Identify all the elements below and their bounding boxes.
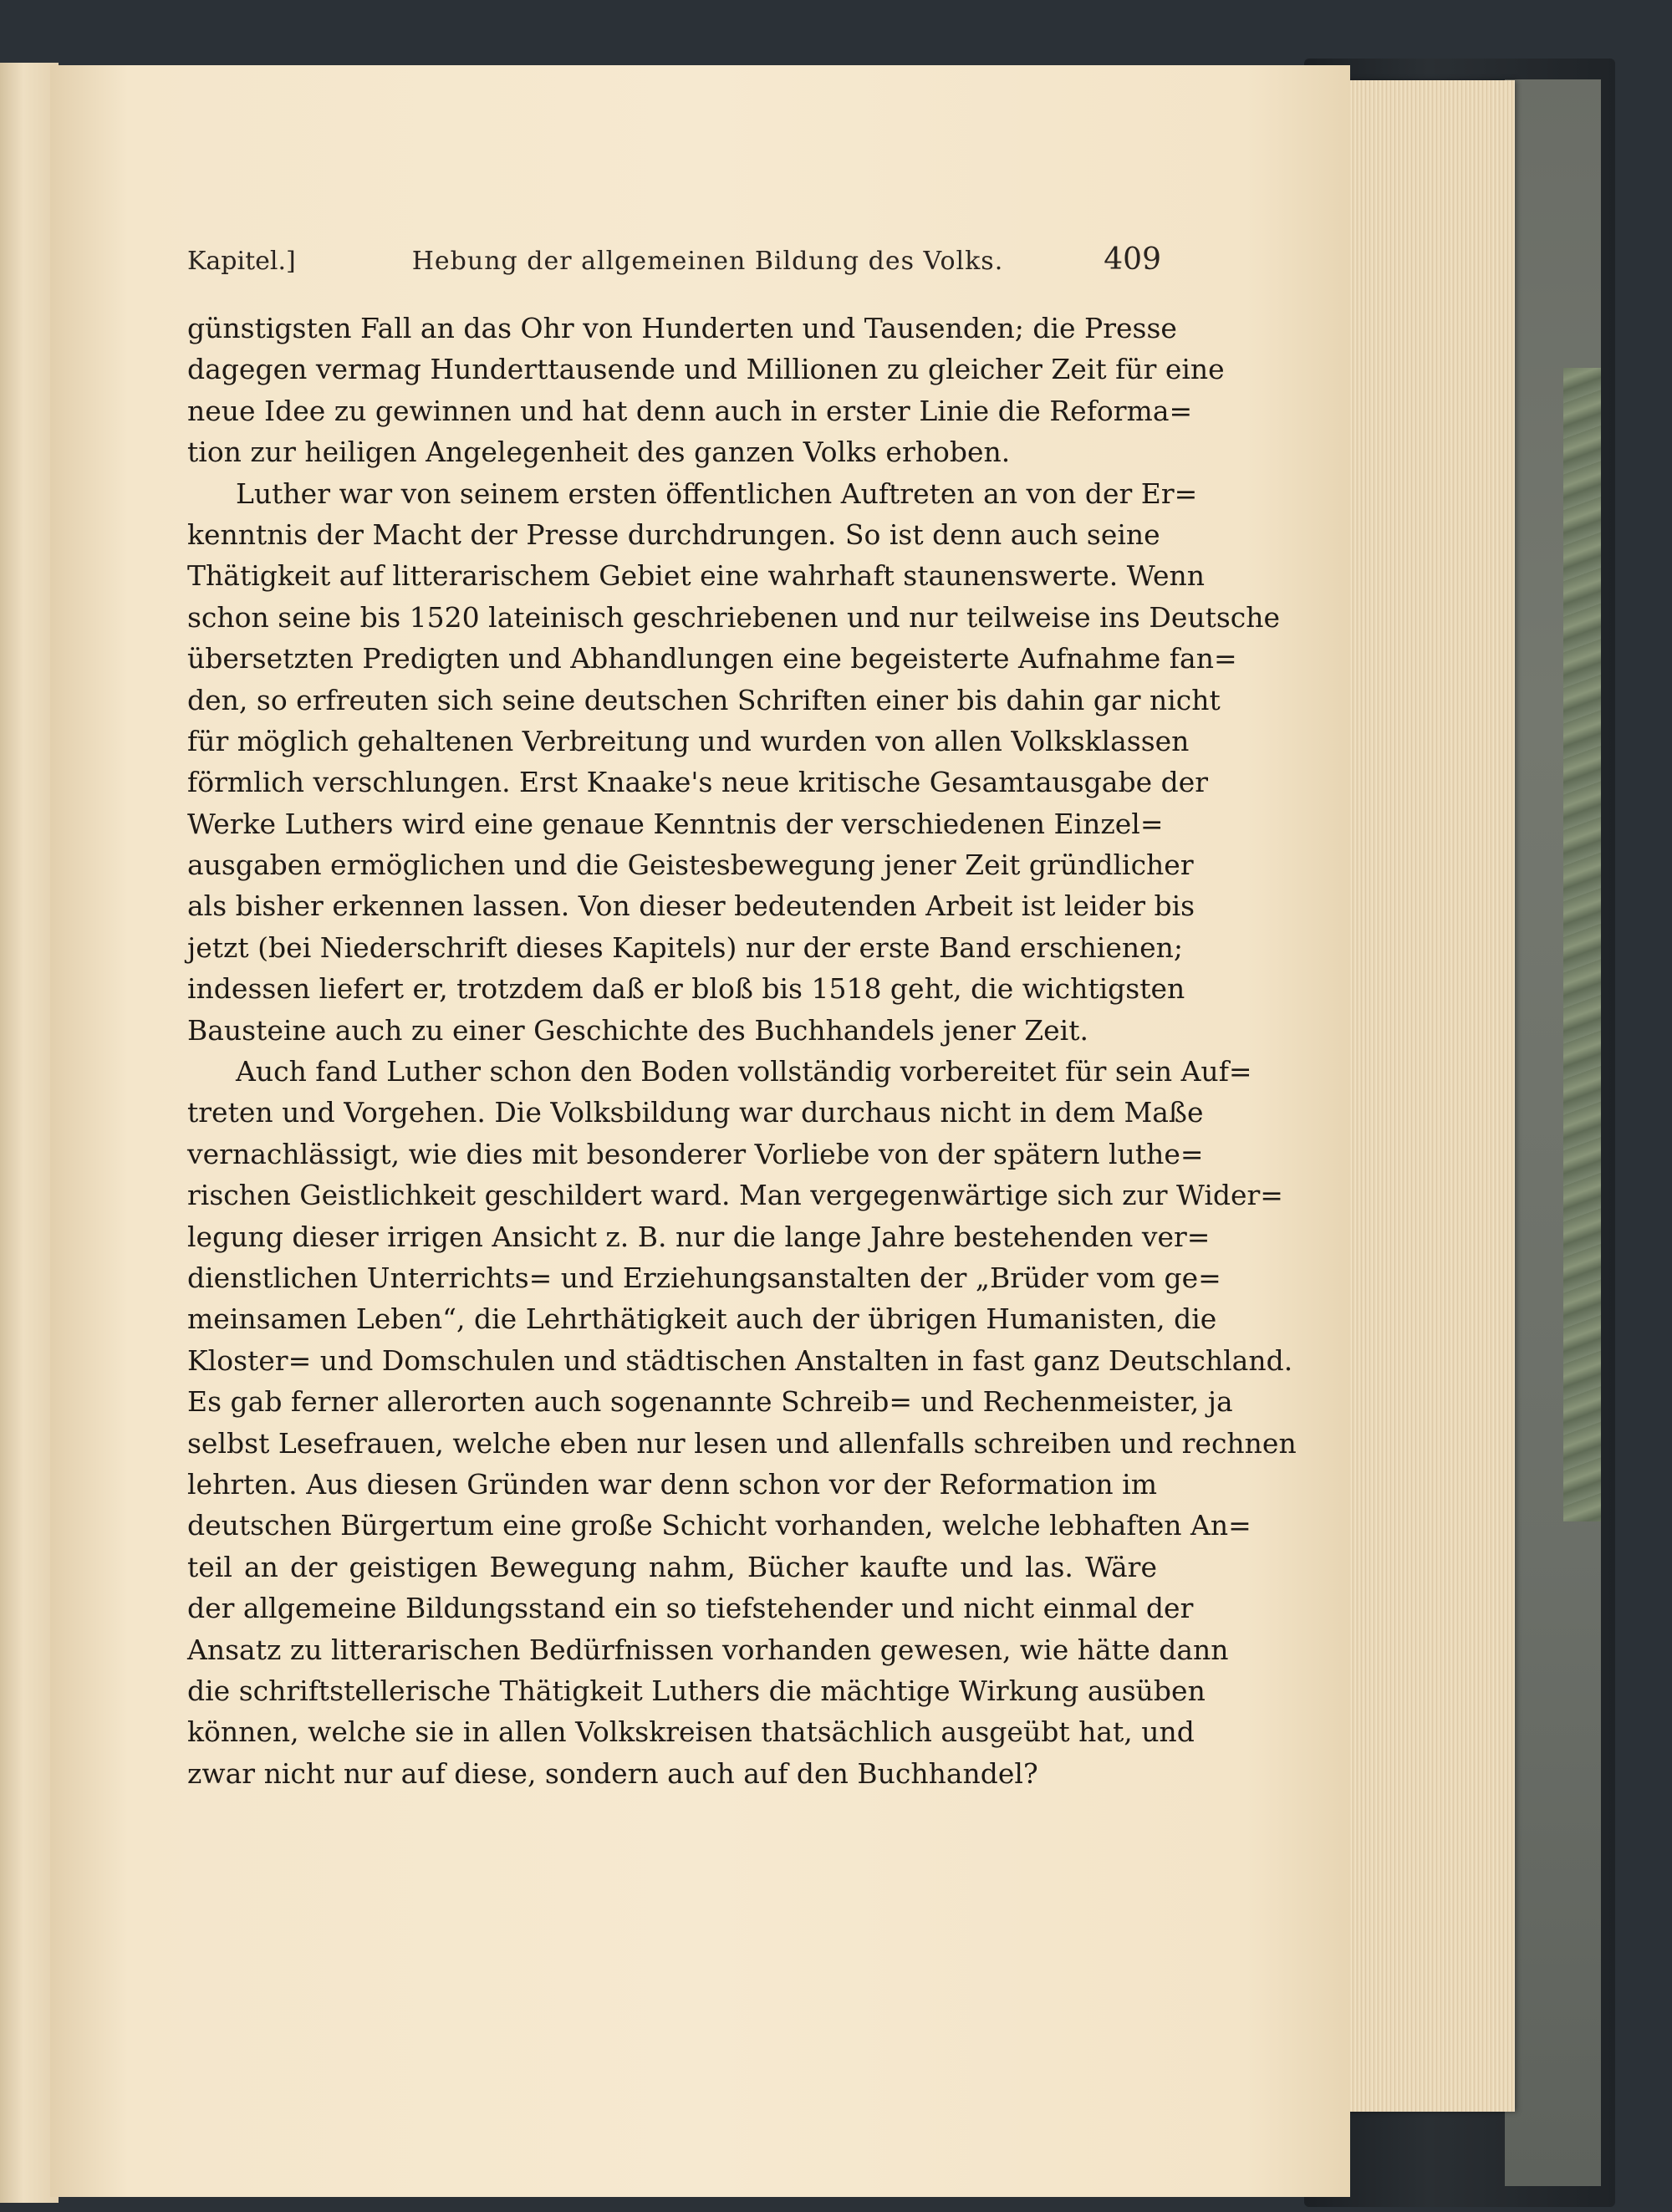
text-line: günstigsten Fall an das Ohr von Hunderten und Tausenden; die Presse bbox=[187, 312, 1177, 344]
text-line: können, welche sie in allen Volkskreisen thatsächlich ausgeübt hat, und bbox=[187, 1715, 1195, 1749]
text-line: dienstlichen Unterrichts= und Erziehungsanstalten der „Brüder vom ge= bbox=[187, 1261, 1221, 1294]
text-line: die schriftstellerische Thätigkeit Luthers die mächtige Wirkung ausüben bbox=[187, 1674, 1206, 1707]
text-line: vernachlässigt, wie dies mit besonderer Vorliebe von der spätern luthe= bbox=[187, 1137, 1204, 1170]
text-line: Auch fand Luther schon den Boden vollständig vorbereitet für sein Auf= bbox=[236, 1055, 1252, 1088]
text-line: Kloster= und Domschulen und städtischen Anstalten in fast ganz Deutschland. bbox=[187, 1343, 1293, 1377]
text-line: für möglich gehaltenen Verbreitung und wurden von allen Volksklassen bbox=[187, 724, 1190, 757]
body-text bbox=[187, 308, 1297, 1794]
text-line: selbst Lesefrauen, welche eben nur lesen und allenfalls schreiben und rechnen bbox=[187, 1426, 1297, 1460]
text-line: schon seine bis 1520 lateinisch geschriebenen und nur teilweise ins Deutsche bbox=[187, 600, 1281, 634]
text-line: jetzt (bei Niederschrift dieses Kapitels) nur der erste Band erschienen; bbox=[187, 930, 1184, 964]
text-line: neue Idee zu gewinnen und hat denn auch in erster Linie die Reforma= bbox=[187, 394, 1193, 427]
text-line: deutschen Bürgertum eine große Schicht vorhanden, welche lebhaften An= bbox=[187, 1509, 1251, 1542]
text-line: rischen Geistlichkeit geschildert ward. Man vergegenwärtige sich zur Wider= bbox=[187, 1179, 1283, 1212]
text-line: der allgemeine Bildungsstand ein so tiefstehender und nicht einmal der bbox=[187, 1592, 1194, 1625]
text-line: legung dieser irrigen Ansicht z. B. nur die lange Jahre bestehenden ver= bbox=[187, 1220, 1211, 1253]
running-head-title: Hebung der allgemeinen Bildung des Volks. bbox=[411, 247, 1004, 276]
text-line: treten und Vorgehen. Die Volksbildung war durchaus nicht in dem Maße bbox=[187, 1096, 1204, 1129]
text-line: den, so erfreuten sich seine deutschen Schriften einer bis dahin gar nicht bbox=[187, 683, 1221, 716]
running-head bbox=[187, 242, 1161, 276]
text-line: förmlich verschlungen. Erst Knaake's neue kritische Gesamtausgabe der bbox=[187, 766, 1209, 799]
text-line: als bisher erkennen lassen. Von dieser bedeutenden Arbeit ist leider bis bbox=[187, 889, 1195, 923]
text-line: lehrten. Aus diesen Gründen war denn schon vor der Reformation im bbox=[187, 1467, 1157, 1501]
text-line: zwar nicht nur auf diese, sondern auch auf den Buchhandel? bbox=[187, 1756, 1038, 1790]
text-line: Thätigkeit auf litterarischem Gebiet eine wahrhaft staunenswerte. Wenn bbox=[187, 559, 1205, 593]
text-line: Es gab ferner allerorten auch sogenannte Schreib= und Rechenmeister, ja bbox=[187, 1385, 1233, 1419]
text-line: teil an der geistigen Bewegung nahm, Bücher kaufte und las. Wäre bbox=[187, 1550, 1157, 1583]
text-line: dagegen vermag Hunderttausende und Millionen zu gleicher Zeit für eine bbox=[187, 353, 1225, 386]
text-line: indessen liefert er, trotzdem daß er bloß bis 1518 geht, die wichtigsten bbox=[187, 972, 1185, 1006]
page-edges bbox=[1338, 80, 1515, 2112]
marbled-paper bbox=[1563, 368, 1601, 1521]
text-line: Werke Luthers wird eine genaue Kenntnis der verschiedenen Einzel= bbox=[187, 807, 1164, 840]
page-number: 409 bbox=[1104, 242, 1161, 277]
running-head-chapter: Kapitel.] bbox=[187, 247, 296, 276]
text-line: übersetzten Predigten und Abhandlungen eine begeisterte Aufnahme fan= bbox=[187, 642, 1237, 675]
text-line: tion zur heiligen Angelegenheit des ganzen Volks erhoben. bbox=[187, 436, 1011, 469]
text-line: kenntnis der Macht der Presse durchdrungen. So ist denn auch seine bbox=[187, 517, 1160, 551]
text-line: Bausteine auch zu einer Geschichte des Buchhandels jener Zeit. bbox=[187, 1013, 1088, 1047]
text-line: meinsamen Leben“, die Lehrthätigkeit auch der übrigen Humanisten, die bbox=[187, 1302, 1217, 1336]
text-line: Ansatz zu litterarischen Bedürfnissen vorhanden gewesen, wie hätte dann bbox=[187, 1633, 1229, 1666]
text-line: Luther war von seinem ersten öffentlichen Auftreten an von der Er= bbox=[236, 477, 1198, 510]
text-line: ausgaben ermöglichen und die Geistesbewegung jener Zeit gründlicher bbox=[187, 849, 1194, 882]
